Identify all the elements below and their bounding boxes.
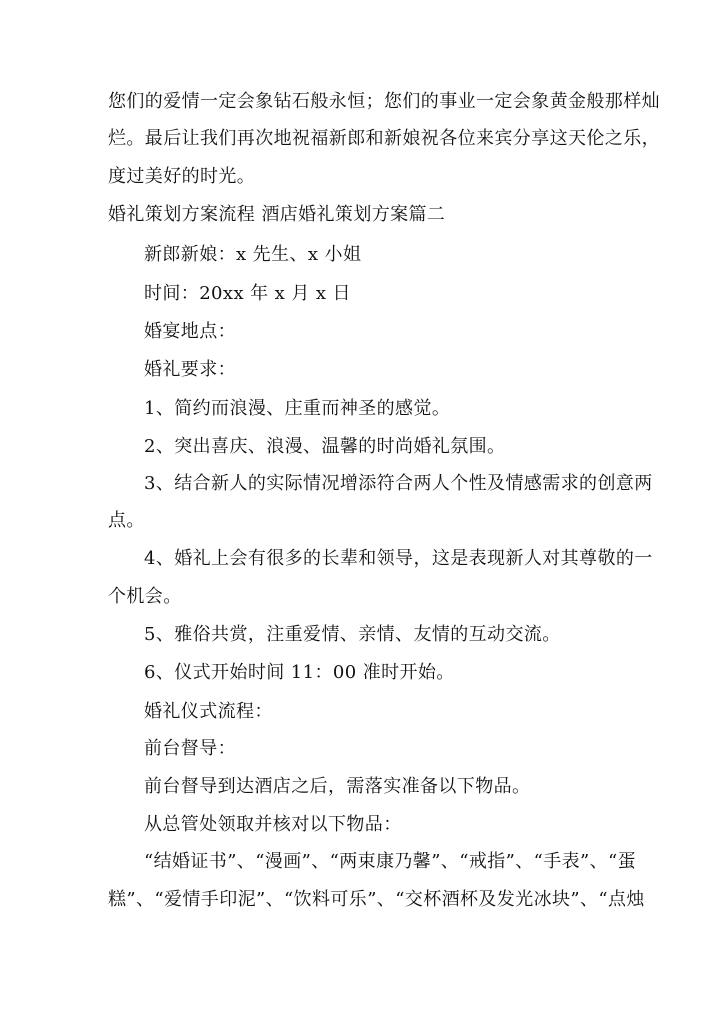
paragraph-line: 您们的爱情一定会象钻石般永恒；您们的事业一定会象黄金般那样灿 xyxy=(108,91,660,112)
paragraph-line: 前台督导到达酒店之后，需落实准备以下物品。 xyxy=(144,776,531,797)
front-desk-heading: 前台督导： xyxy=(144,738,236,759)
paragraph-line: 从总管处领取并核对以下物品： xyxy=(144,814,402,835)
section-heading: 婚礼策划方案流程 酒店婚礼策划方案篇二 xyxy=(108,204,446,225)
list-item: 3、结合新人的实际情况增添符合两人个性及情感需求的创意两 xyxy=(144,473,653,494)
paragraph-line: 度过美好的时光。 xyxy=(108,166,256,187)
info-time: 时间：20xx 年 x 月 x 日 xyxy=(144,283,351,304)
list-item: 5、雅俗共赏，注重爱情、亲情、友情的互动交流。 xyxy=(144,624,561,645)
list-item: 2、突出喜庆、浪漫、温馨的时尚婚礼氛围。 xyxy=(144,436,506,457)
ceremony-heading: 婚礼仪式流程： xyxy=(144,701,273,722)
paragraph-line: 烂。最后让我们再次地祝福新郎和新娘祝各位来宾分享这天伦之乐， xyxy=(108,128,660,149)
list-item-continuation: 点。 xyxy=(108,510,145,531)
info-newlyweds: 新郎新娘：x 先生、x 小姐 xyxy=(144,244,362,265)
list-item: 4、婚礼上会有很多的长辈和领导，这是表现新人对其尊敬的一 xyxy=(144,548,653,569)
info-venue: 婚宴地点： xyxy=(144,321,236,342)
items-list-line: “结婚证书”、“漫画”、“两束康乃馨”、“戒指”、“手表”、“蛋 xyxy=(144,851,637,872)
list-item: 1、简约而浪漫、庄重而神圣的感觉。 xyxy=(144,398,451,419)
requirements-heading: 婚礼要求： xyxy=(144,359,236,380)
list-item: 6、仪式开始时间 11：00 准时开始。 xyxy=(144,662,455,683)
items-list-line: 糕”、“爱情手印泥”、“饮料可乐”、“交杯酒杯及发光冰块”、“点烛 xyxy=(108,889,645,910)
list-item-continuation: 个机会。 xyxy=(108,586,182,607)
